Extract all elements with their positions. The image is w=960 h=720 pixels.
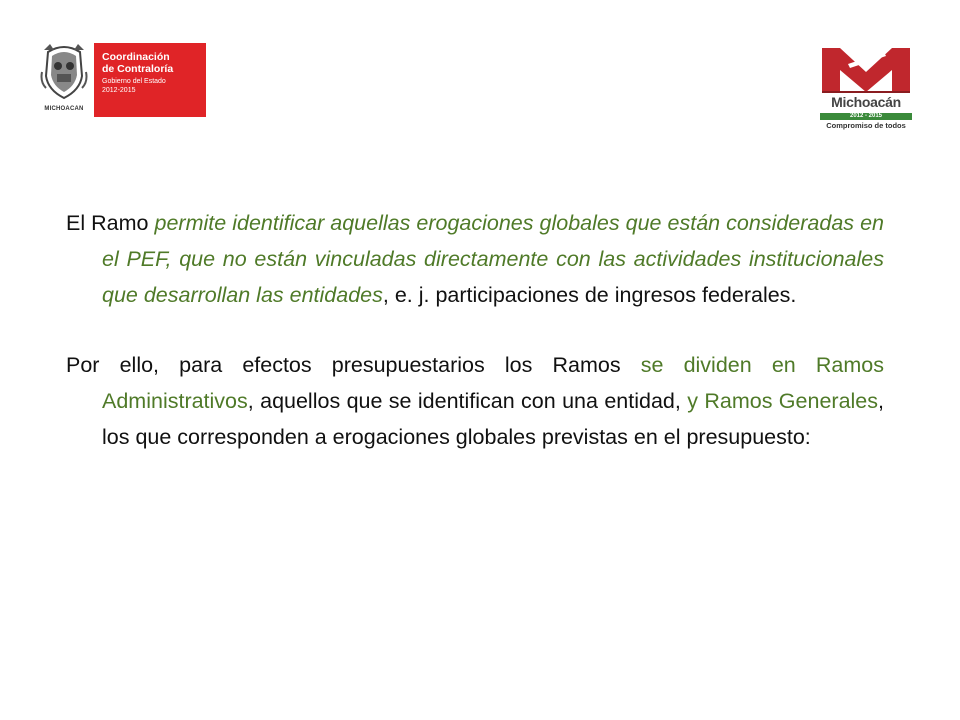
p2-part-b: se dividen en [640,353,816,377]
logo-line-1: Coordinación [102,51,170,63]
p2-part-g: , los que corresponden a erogaciones globales previstas en el presupuesto: [102,389,884,449]
p2-part-d: , aquellos que se identifican con una entidad, [247,389,688,413]
ramos-generales: Ramos Generales [704,389,879,413]
coat-of-arms-icon [40,42,88,100]
logo-line-3: Gobierno del Estado [102,78,166,85]
michoacan-logo [816,42,916,130]
contraloria-logo [32,40,207,118]
michoacan-m-icon [818,42,914,94]
michoacan-name: Michoacán [831,94,901,110]
paragraph-ramo [66,205,884,313]
p2-part-e: y [687,389,705,413]
slogan: Compromiso de todos [826,121,906,130]
years-label: 2012 - 2015 [849,113,883,119]
slide-body [66,205,884,455]
paragraph-division [66,347,884,455]
crest-label: MICHOACAN [44,106,84,112]
logo-line-4: 2012-2015 [102,87,136,94]
p1-part-a: El Ramo [66,211,155,235]
michoacan-crest [32,40,96,118]
logo-line-2: de Contraloría [102,63,174,75]
p2-part-a: Por ello, para efectos presupuestarios los Ramos [66,353,641,377]
p1-part-c: , e. j. participaciones de ingresos federales. [382,283,797,307]
p1-definition: permite identificar aquellas erogaciones globales que están consideradas en el PEF, que no están vinculadas directamente con las actividades institucionales que desarrollan las entidades [102,211,884,307]
ramos-administrativos: Ramos Administrativos [102,353,884,413]
contraloria-red-box [94,43,206,117]
